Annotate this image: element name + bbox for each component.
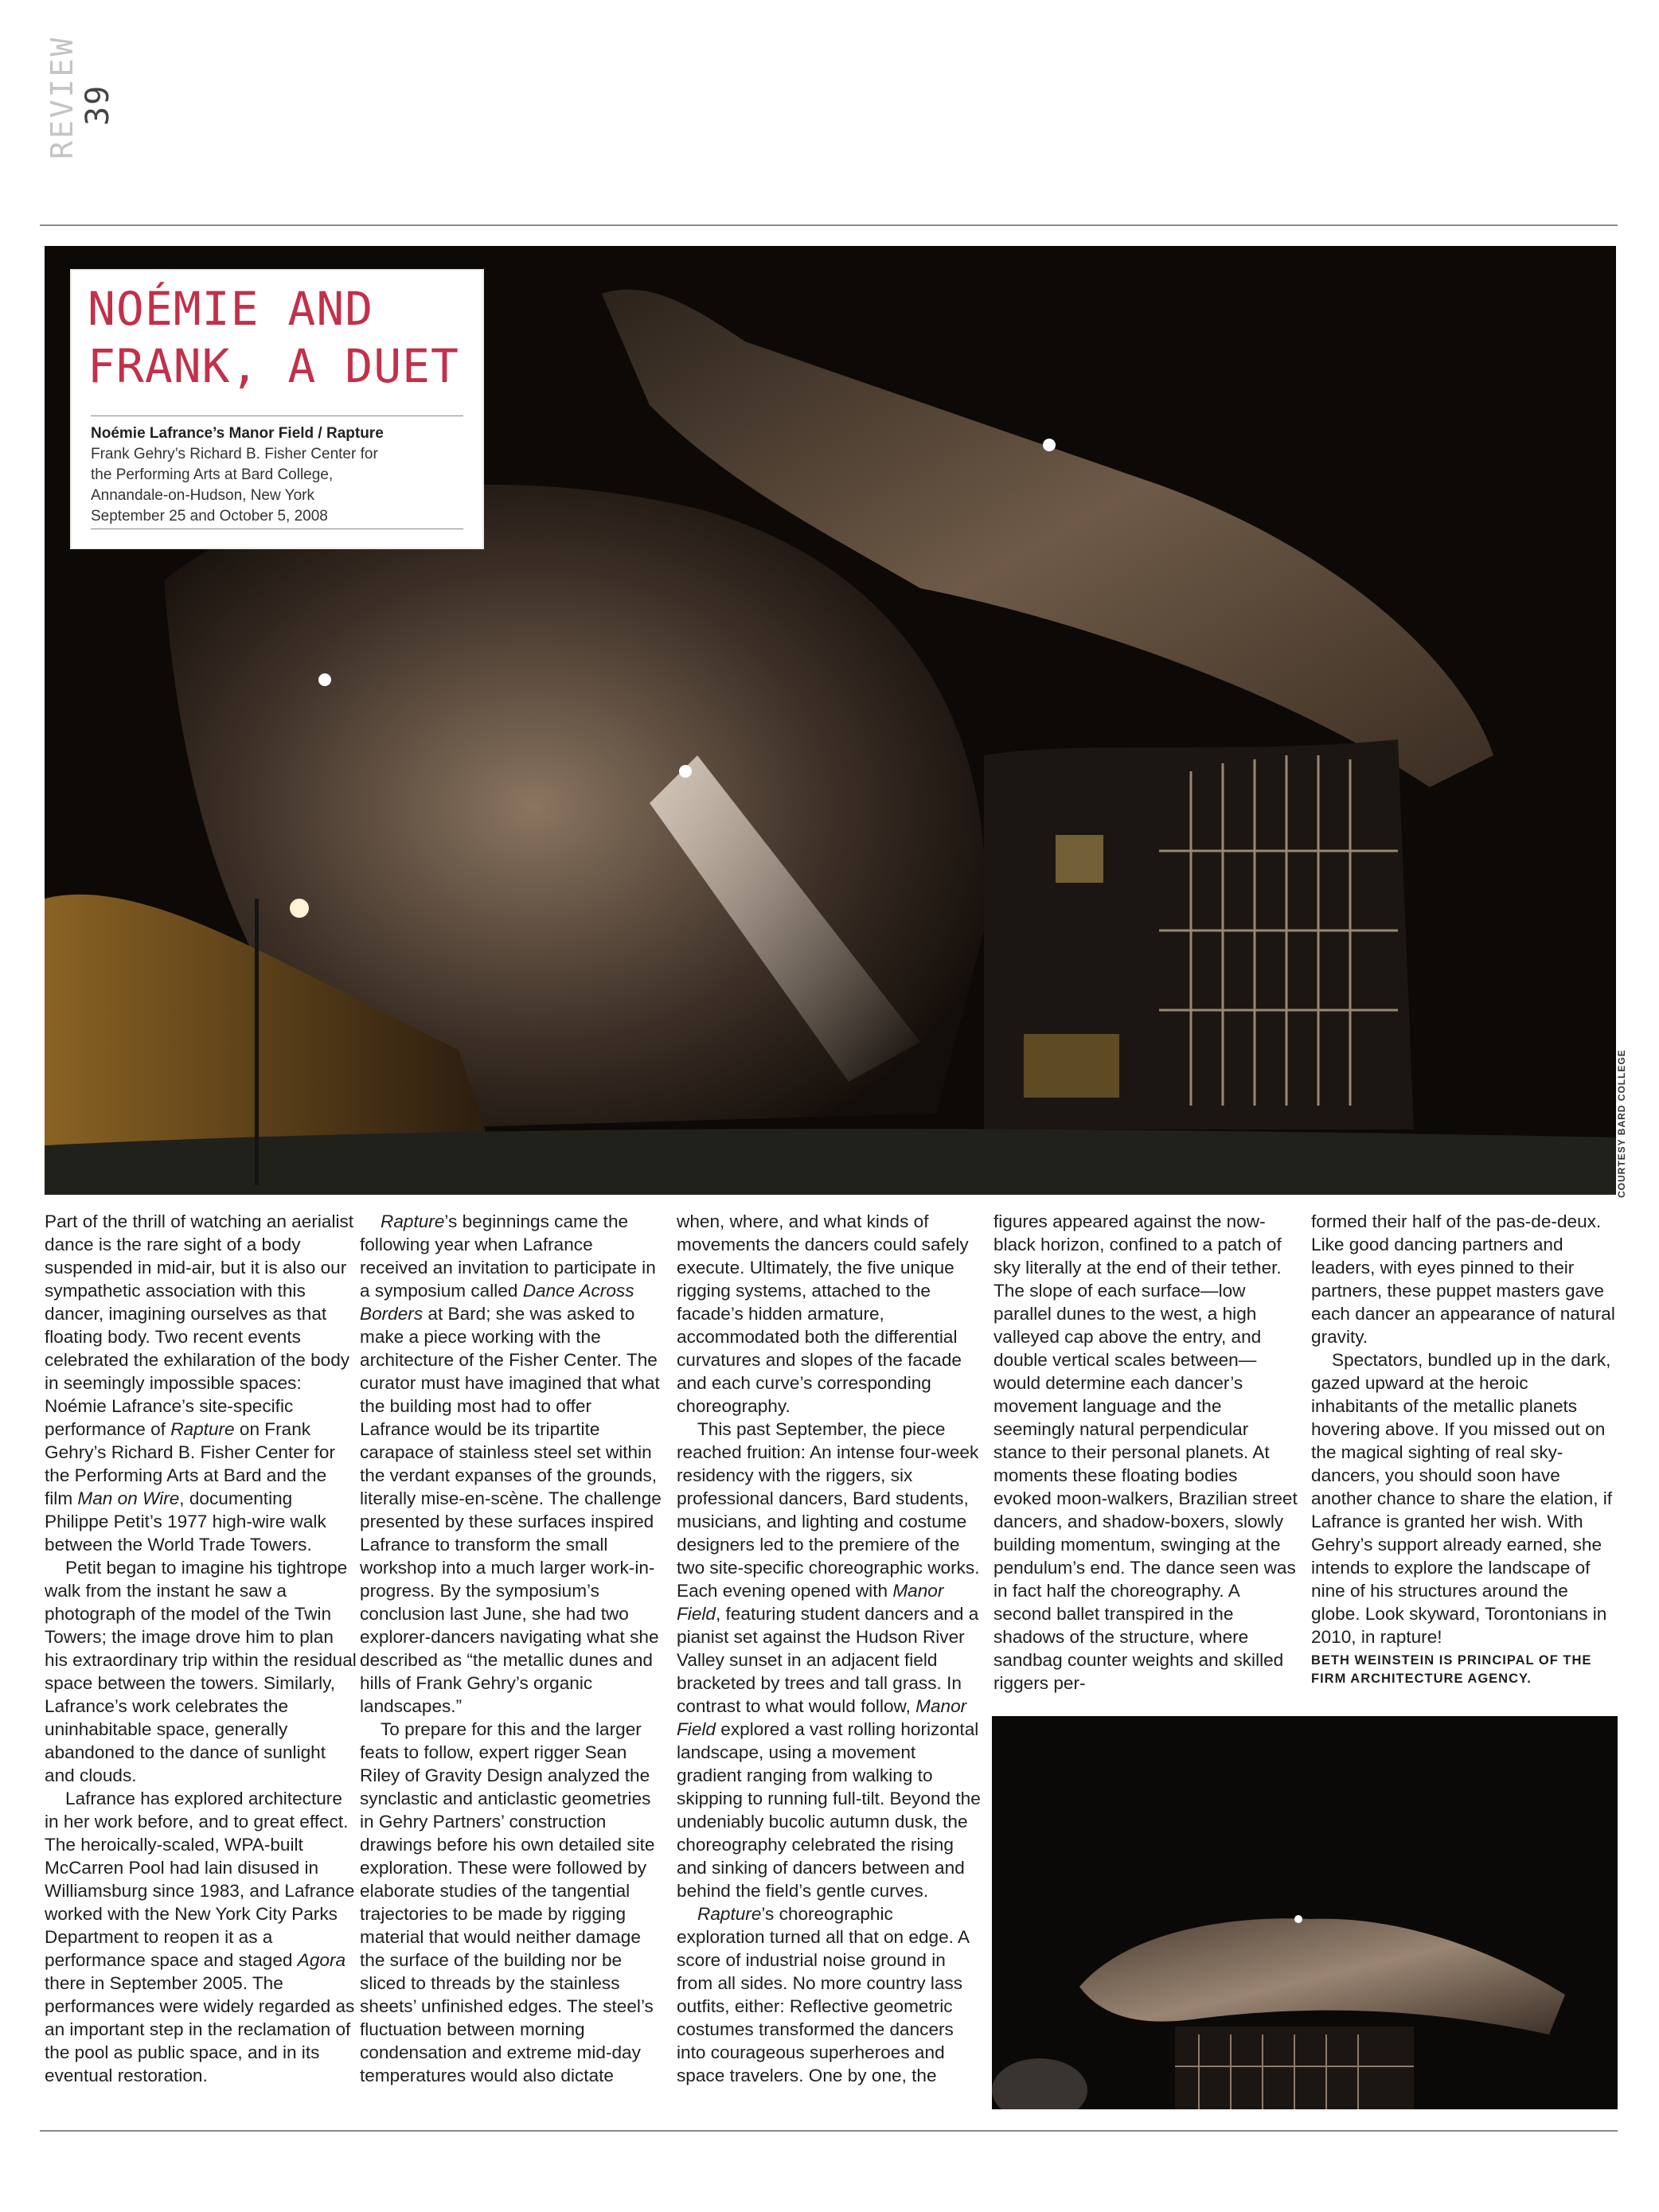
paragraph: To prepare for this and the larger feats to follow, expert rigger Sean Riley of Gravity Design analyzed the synclastic and anticlastic geometries in Gehry Partners’ construction drawings before his own detailed site exploration. These were followed by elaborate studies of the tangential trajectories to be made by rigging material that would neither damage the surface of the building nor be sliced to threads by the stainless sheets’ unfinished edges. The steel’s fluctuation between morning condensation and extreme mid-day temperatures would also dictate [360,1719,655,2085]
venue-line-1: Frank Gehry’s Richard B. Fisher Center for [91,446,378,462]
title-line-2: FRANK, A DUET [88,339,459,393]
text-run: Part of the thrill of watching an aerialist dance is the rare sight of a body suspended in mid-air, but it is also our sympathetic association with this dancer, imagining ourselves as that floating body. Two recent events celebrated the exhilaration of the body in seemingly impossible spaces: Noémie Lafrance’s site-specific performance of [45,1211,354,1439]
paragraph: formed their half of the pas-de-deux. Like good dancing partners and leaders, with eyes pinned to their partners, these puppet masters gave each dancer an appearance of natural gravity. [1311,1211,1615,1347]
fisher-center-roof-photo [992,1716,1618,2109]
text-run: there in September 2005. The performances were widely regarded as an important step in the reclamation of the pool as public space, and in its eventual restoration. [45,1973,355,2085]
paragraph: when, where, and what kinds of movements the dancers could safely execute. Ultimately, the five unique rigging systems, attached to the facade’s hidden armature, accommodated both the differential curvatures and slopes of the facade and each curve’s corresponding choreography. [677,1211,969,1416]
venue-location: Annandale-on-Hudson, New York [91,487,314,504]
photo-credit: COURTESY BARD COLLEGE [1616,1049,1627,1198]
italic-title: Man on Wire [77,1488,180,1508]
title-line-1: NOÉMIE AND [88,282,374,336]
text-run: , featuring student dancers and a pianist set against the Hudson River Valley sunset in an adjacent field bracketed by trees and tall grass. In contrast to what would follow, [677,1604,979,1716]
column-3 [677,1210,982,2087]
text-run: ’s choreographic exploration turned all that on edge. A score of industrial noise ground in from all sides. No more country lass outfits, either: Reflective geometric costumes transformed the dancers into courageous superheroes and space travelers. One by one, the [677,1904,969,2085]
paragraph: Petit began to imagine his tightrope walk from the instant he saw a photograph of the model of the Twin Towers; the image drove him to plan his extraordinary trip within the residual space between the towers. Similarly, Lafrance’s work celebrates the uninhabitable space, generally abandoned to the dance of sunlight and clouds. [45,1558,357,1785]
italic-title: Rapture [381,1211,445,1231]
column-2 [360,1210,662,2087]
column-1 [45,1210,357,2087]
text-run: , documenting Philippe Petit’s 1977 high-wire walk between the World Trade Towers. [45,1488,326,1555]
section-label: REVIEW [45,35,80,159]
column-4 [993,1210,1299,1695]
venue-line-2: the Performing Arts at Bard College, [91,466,334,483]
title-box [72,271,482,548]
secondary-photo [992,1716,1618,2109]
article-title [88,280,459,395]
text-run: on Frank Gehry’s Richard B. Fisher Center for the Performing Arts at Bard and the film [45,1419,335,1508]
title-rule-top [91,415,463,416]
italic-title: Rapture [697,1904,762,1924]
author-bio: BETH WEINSTEIN IS PRINCIPAL OF THE FIRM ARCHITECTURE AGENCY. [1311,1653,1592,1686]
text-run: at Bard; she was asked to make a piece working with the architecture of the Fisher Center. The curator must have imagined that what the building most had to offer Lafrance would be its tripartite carapace of stainless steel set within the verdant expanses of the grounds, literally mise-en-scène. The challenge presented by these surfaces inspired Lafrance to transform the small workshop into a much larger work-in-progress. By the symposium’s conclusion last June, she had two explorer-dancers navigating what she described as “the metallic dunes and hills of Frank Gehry’s organic landscapes.” [360,1304,662,1716]
event-info [91,423,465,527]
event-title: Noémie Lafrance’s Manor Field / Rapture [91,425,384,442]
italic-title: Manor Field [677,1696,967,1739]
top-rule [40,224,1618,226]
text-run: Lafrance has explored architecture in her work before, and to great effect. The heroically-scaled, WPA-built McCarren Pool had lain disused in Williamsburg since 1983, and Lafrance worked with the New York City Parks Department to reopen it as a performance space and staged [45,1789,355,1970]
event-dates: September 25 and October 5, 2008 [91,508,328,525]
page-number: 39 [80,84,116,126]
paragraph [677,1902,982,2087]
column-5 [1311,1210,1618,1688]
paragraph [45,1210,357,1556]
paragraph [677,1418,982,1902]
paragraph [360,1210,662,1718]
paragraph: Spectators, bundled up in the dark, gazed upward at the heroic inhabitants of the metallic planets hovering above. If you missed out on the magical sighting of real sky-dancers, you should soon have another chance to share the elation, if Lafrance is granted her wish. With Gehry’s support already earned, she intends to explore the landscape of nine of his structures around the globe. Look skyward, Torontonians in 2010, in rapture! [1311,1350,1613,1647]
text-run: This past September, the piece reached fruition: An intense four-week residency with the riggers, six professional dancers, Bard students, musicians, and lighting and costume designers led to the premiere of the two site-specific choreographic works. Each evening opened with [677,1419,980,1601]
italic-title: Rapture [170,1419,235,1439]
text-run: explored a vast rolling horizontal landscape, using a movement gradient ranging from walking to skipping to running full-tilt. Beyond the undeniably bucolic autumn dusk, the choreography celebrated the rising and sinking of dancers between and behind the field’s gentle curves. [677,1719,981,1901]
bottom-rule [40,2130,1618,2132]
paragraph: figures appeared against the now-black horizon, confined to a patch of sky literally at the end of their tether. The slope of each surface—low parallel dunes to the west, a high valleyed cap above the entry, and double vertical scales between—would determine each dancer’s movement language and the seemingly natural perpendicular stance to their personal planets. At moments these floating bodies evoked moon-walkers, Brazilian street dancers, and shadow-boxers, slowly building momentum, swinging at the pendulum’s end. The dance seen was in fact half the choreography. A second ballet transpired in the shadows of the structure, where sandbag counter weights and skilled riggers per- [993,1211,1298,1693]
italic-title: Dance Across Borders [360,1281,634,1324]
italic-title: Agora [297,1950,346,1970]
paragraph [45,1787,357,2087]
page-folio [40,35,116,167]
italic-title: Manor Field [677,1581,944,1624]
text-run: ’s beginnings came the following year when Lafrance received an invitation to participate in a symposium called [360,1211,656,1301]
